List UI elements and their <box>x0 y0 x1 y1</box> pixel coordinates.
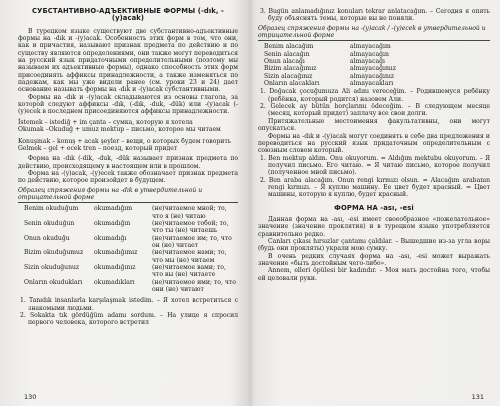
numbered-example: 2. Ben araba alacağım. Onun rengi kırmızı olsun. = Alacağım arabanın rengi kırmızı. – Я куплю машину. Ее цвет будет красный. = Цвет машины, которую я куплю, будет красный. <box>260 176 490 199</box>
table-cell: Onların okudukları <box>24 278 83 286</box>
table-row <box>24 205 238 220</box>
numbered-example: 1. Tanıdık insanlarla karşılaşmak istedim. – Я хотел встретиться с знакомыми людьми. <box>20 297 238 312</box>
table-cell: Benim okuduğum <box>24 205 79 213</box>
table-cell: okumadığım <box>94 205 133 213</box>
table-cell: (не)читаемое вами; то, что вы (не) читаете <box>152 264 226 279</box>
table-cell: almayacağınız <box>350 72 395 80</box>
table-caption-acak: Образец спряжения формы на -(y)acak / -(y)ecek в утвердительной и отрицательной форме <box>258 24 486 40</box>
left-heading: СУБСТАНТИВНО-АДЪЕКТИВНЫЕ ФОРМЫ (-dık, -(y)acak) <box>32 7 224 23</box>
conjugation-table-dik <box>24 205 238 293</box>
table-row <box>24 249 238 264</box>
numbered-example: 1. Doğacak çocuğumuza Ali adını vereceğim. – Родившемуся ребёнку (ребёнка, который родится) назовем Али. <box>260 88 490 103</box>
table-cell: (не)читаемое ими; то, что они (не) читают <box>152 278 236 294</box>
table-row <box>24 220 238 235</box>
page-number-right: 131 <box>471 392 484 401</box>
conjugation-table-acak <box>264 43 490 87</box>
table-cell: okumadığı <box>94 234 127 242</box>
table-cell: okumadığınız <box>94 264 136 271</box>
paragraph-asi: Данная форма на -ası, -esi имеет своеобразное «пожелательное» значение (значение проклятия) и в турецком языке употребляется сравнительно редко. <box>258 215 490 238</box>
example-line: Konuşmak – konuş + acak şeyler – вещи, о которых будем говорить <box>18 137 232 145</box>
table-rule <box>258 40 490 41</box>
paragraph-possessive: Притяжательные местоимения факультативны, они могут опускаться. <box>258 117 490 133</box>
table-cell: Senin alacağın <box>264 50 310 58</box>
paragraph-relative: Формы на -dık и -(y)acak могут соединять в себе два предложения и переводиться на русский язык придаточным определительным с союзным словом который. <box>258 132 490 155</box>
numbered-example: 1. Ben mektup aldım. Onu okuyorum. = Aldığım mektubu okuyorum. – Я получил письмо. Его читаю. = Я читаю письмо, которое получил (полученное мной письмо). <box>260 154 490 177</box>
table-row <box>24 235 238 250</box>
table-cell: almayacakları <box>350 80 394 88</box>
paragraph-dik: Форма на -dık (-dik, -duk, -dük называет признак предмета по действию, происходящему в настоящем или в прошлом. <box>18 155 238 170</box>
table-cell: almayacağım <box>350 43 391 51</box>
table-row <box>24 279 238 294</box>
table-cell: Onun okuduğu <box>24 234 70 242</box>
table-cell: Benim alacağım <box>264 43 314 51</box>
page-number-left: 130 <box>24 392 37 401</box>
table-cell: okumadığımız <box>94 249 138 257</box>
example-paragraph: Canları çıkası hırsızlar çantamı çaldılar. – Вышедшие из-за угла воры (будь они прокляты) украли мою сумку. <box>258 237 490 253</box>
paragraph-acak: Форма на -(y)acak, -(y)ecek также обозначает признак предмета по действию, которое произойдет в будущем. <box>18 169 238 185</box>
table-row <box>264 80 490 87</box>
example-line: Gelmek – gel + ecek tren – поезд, который придет <box>18 144 178 152</box>
table-row <box>264 58 490 65</box>
table-cell: (не)читаемое мной; то, что я (не) читаю <box>152 205 227 220</box>
intro-paragraph-2: Формы на -dık и -(y)acak складываются из основы глагола, за которой следуют аффиксы -dık, (-dık, -duk, -dük) или -(y)acak (-(y)ecek в последнем присоединяются аффиксы принадлежности. <box>18 93 238 116</box>
table-cell: Onun alacağı <box>264 58 305 66</box>
table-cell: Sizin okuduğunuz <box>24 264 80 271</box>
example-line: Okumak –Okuduğ + umuz mektup – письмо, которое мы читаем <box>18 126 221 134</box>
right-heading: ФОРМА НА -ası, -esi <box>334 203 414 212</box>
example-paragraph: В очень редких случаях форма на -ası, -esi может выражать значение «быть достойным чего-либо». <box>258 252 490 267</box>
table-cell: (не)читаемое тобой; то, что ты (не) читаешь <box>152 219 229 235</box>
numbered-example: 2. Gelecek ay bütün borçlarımı ödeceğim. – В следующем месяце (месяц, который придет) заплачу все свои долги. <box>260 103 490 118</box>
table-cell: almayacağımız <box>350 65 396 73</box>
table-cell: Onların alacakları <box>264 80 320 88</box>
table-row <box>264 65 490 72</box>
table-cell: okumadıkları <box>94 278 135 286</box>
numbered-example: 3. Bugün anlamadığınız konuları tekrar anlatacağım. – Сегодня я опять буду объяснять темы, которые вы не поняли. <box>260 8 490 23</box>
table-row <box>264 51 490 58</box>
table-row <box>264 43 490 50</box>
table-rule <box>18 202 238 203</box>
table-cell: almayacağın <box>350 50 389 58</box>
table-cell: almayacağı <box>350 58 385 66</box>
right-page <box>258 0 490 406</box>
table-cell: Sizin alacağınız <box>264 72 313 80</box>
table-cell: okumadığın <box>94 219 131 227</box>
example-paragraph: Annem, elleri öpülesi bir kadındır. – Моя мать достойна того, чтобы ей целовали руки. <box>258 267 490 282</box>
example-line: İstemek – istediğ + im çanta – сумка, которую я хотела <box>18 118 193 126</box>
intro-paragraph-1: В турецком языке существуют две субстантивно-адъективные формы на -dık и -(y)acak. Особенность этих форм в том, что они, как и причастия, называют признак предмета по действию и по существу являются определениями, они также могут переводиться на русский язык придаточными определительными (поэтому мы называем их адъективные формы), однако способность этих форм присоединять аффиксы принадлежности, а также изменяться по падежам, как мы уже видели ранее (см. уроки 23 и 24) дает основание называть формы на -dık и -(y)acak субстантивными. <box>18 27 238 94</box>
numbered-example: 2. Sokakta tık gördüğüm adamı sordum. – На улице я спросил первого человека, которого встретил <box>20 312 238 327</box>
table-cell: (не)читаемое нами; то, что мы (не) читаем <box>152 249 227 264</box>
left-page <box>18 0 238 406</box>
table-caption-dik: Образец спряжения формы на -dık в утвердительной и отрицательной форме <box>18 186 203 201</box>
table-cell: Senin okuduğun <box>24 219 75 227</box>
table-cell: Bizim okuduğumuz <box>24 249 84 257</box>
table-row <box>24 264 238 279</box>
table-cell: (не)читаемое им; то, что он (не) читает <box>152 234 232 249</box>
table-row <box>264 73 490 80</box>
table-cell: Bizim alacağımız <box>264 65 317 73</box>
